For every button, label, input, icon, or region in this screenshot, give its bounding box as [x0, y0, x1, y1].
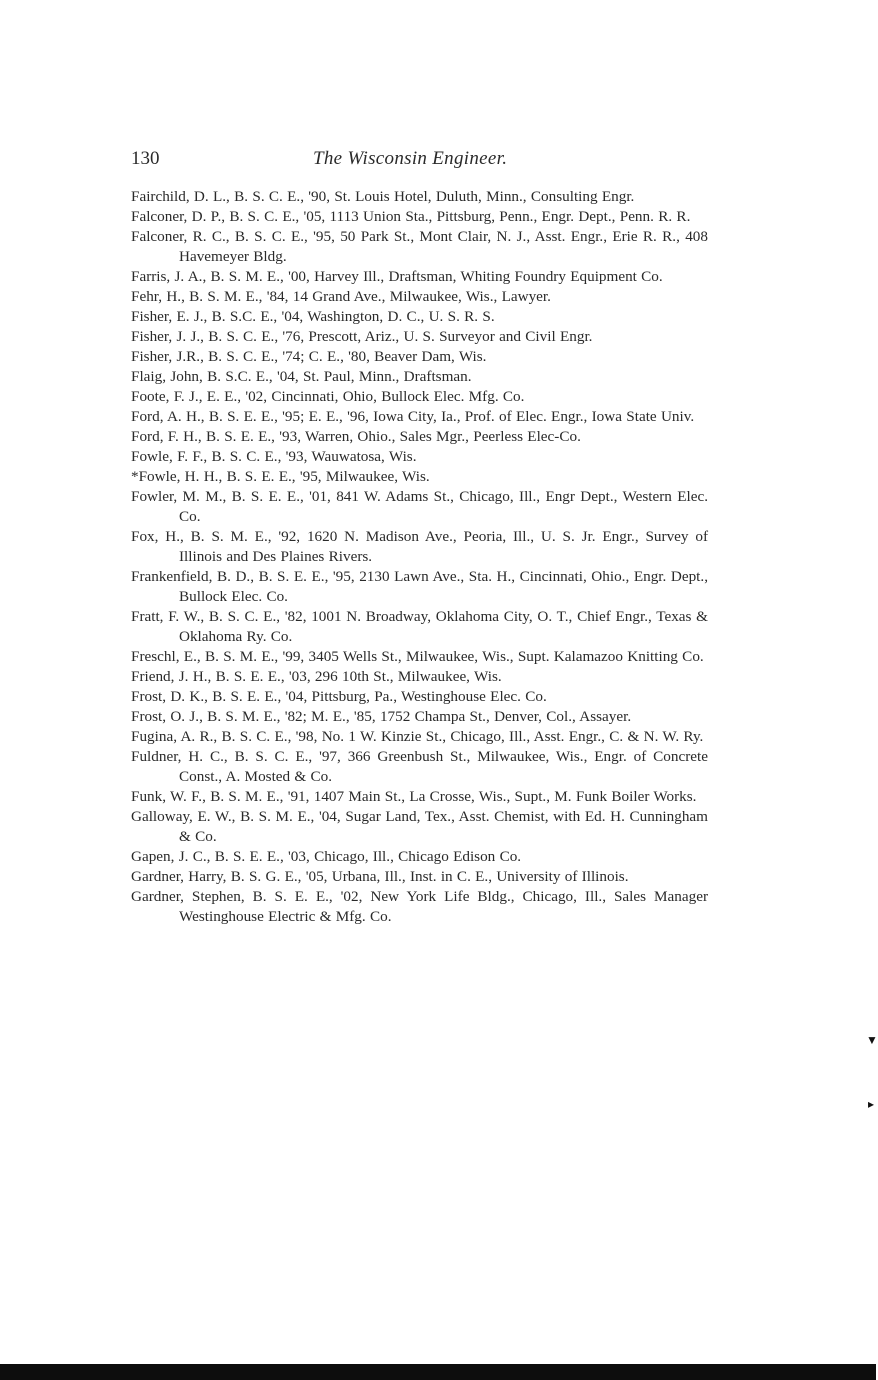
directory-entry: Frankenfield, B. D., B. S. E. E., '95, 2130 Lawn Ave., Sta. H., Cincinnati, Ohio., Engr. Dept., Bullock Elec. Co. — [131, 568, 708, 605]
directory-entry: Fehr, H., B. S. M. E., '84, 14 Grand Ave., Milwaukee, Wis., Lawyer. — [131, 288, 551, 305]
directory-entry: Fuldner, H. C., B. S. C. E., '97, 366 Greenbush St., Milwaukee, Wis., Engr. of Concrete Const., A. Mosted & Co. — [131, 748, 708, 785]
directory-entry: Frost, O. J., B. S. M. E., '82; M. E., '85, 1752 Champa St., Denver, Col., Assayer. — [131, 708, 632, 725]
directory-entry: Falconer, R. C., B. S. C. E., '95, 50 Park St., Mont Clair, N. J., Asst. Engr., Erie R. R., 408 Havemeyer Bldg. — [131, 228, 708, 265]
directory-entry: Flaig, John, B. S.C. E., '04, St. Paul, Minn., Draftsman. — [131, 368, 472, 385]
directory-entry: Fratt, F. W., B. S. C. E., '82, 1001 N. Broadway, Oklahoma City, O. T., Chief Engr., Texas & Oklahoma Ry. Co. — [131, 608, 708, 645]
directory-entry: Ford, A. H., B. S. E. E., '95; E. E., '96, Iowa City, Ia., Prof. of Elec. Engr., Iowa State Univ. — [131, 408, 695, 425]
directory-entry: Foote, F. J., E. E., '02, Cincinnati, Ohio, Bullock Elec. Mfg. Co. — [131, 388, 525, 405]
directory-entry: Gapen, J. C., B. S. E. E., '03, Chicago, Ill., Chicago Edison Co. — [131, 848, 522, 865]
margin-mark-arrow-down-icon: ▼ — [866, 1033, 878, 1047]
directory-entry: Fowler, M. M., B. S. E. E., '01, 841 W. Adams St., Chicago, Ill., Engr Dept., Western Elec. Co. — [131, 488, 708, 525]
directory-entry: Fowle, F. F., B. S. C. E., '93, Wauwatosa, Wis. — [131, 448, 417, 465]
directory-entry: Frost, D. K., B. S. E. E., '04, Pittsburg, Pa., Westinghouse Elec. Co. — [131, 688, 547, 705]
directory-entry: Fisher, J.R., B. S. C. E., '74; C. E., '80, Beaver Dam, Wis. — [131, 348, 487, 365]
alumni-directory-list — [131, 187, 708, 927]
directory-entry: Fairchild, D. L., B. S. C. E., '90, St. Louis Hotel, Duluth, Minn., Consulting Engr. — [131, 188, 635, 205]
directory-entry: Fisher, E. J., B. S.C. E., '04, Washington, D. C., U. S. R. S. — [131, 308, 495, 325]
directory-entry: Friend, J. H., B. S. E. E., '03, 296 10th St., Milwaukee, Wis. — [131, 668, 502, 685]
directory-entry: Fox, H., B. S. M. E., '92, 1620 N. Madison Ave., Peoria, Ill., U. S. Jr. Engr., Survey of Illinois and Des Plaines Rivers. — [131, 528, 708, 565]
running-title: The Wisconsin Engineer. — [313, 148, 508, 169]
page-header — [131, 148, 708, 172]
scan-edge-band — [0, 1364, 876, 1380]
directory-entry: Galloway, E. W., B. S. M. E., '04, Sugar Land, Tex., Asst. Chemist, with Ed. H. Cunningham & Co. — [131, 808, 708, 845]
directory-entry: *Fowle, H. H., B. S. E. E., '95, Milwaukee, Wis. — [131, 468, 430, 485]
page-number: 130 — [131, 148, 160, 169]
directory-entry: Freschl, E., B. S. M. E., '99, 3405 Wells St., Milwaukee, Wis., Supt. Kalamazoo Knitting Co. — [131, 648, 704, 665]
directory-entry: Gardner, Stephen, B. S. E. E., '02, New York Life Bldg., Chicago, Ill., Sales Manager Westinghouse Electric & Mfg. Co. — [131, 888, 708, 925]
margin-mark-arrow-right-icon: ▸ — [867, 1097, 875, 1111]
directory-entry: Fisher, J. J., B. S. C. E., '76, Prescott, Ariz., U. S. Surveyor and Civil Engr. — [131, 328, 593, 345]
directory-entry: Falconer, D. P., B. S. C. E., '05, 1113 Union Sta., Pittsburg, Penn., Engr. Dept., Penn. R. R. — [131, 208, 691, 225]
directory-entry: Funk, W. F., B. S. M. E., '91, 1407 Main St., La Crosse, Wis., Supt., M. Funk Boiler Works. — [131, 788, 697, 805]
directory-entry: Farris, J. A., B. S. M. E., '00, Harvey Ill., Draftsman, Whiting Foundry Equipment Co. — [131, 268, 663, 285]
directory-entry: Ford, F. H., B. S. E. E., '93, Warren, Ohio., Sales Mgr., Peerless Elec-Co. — [131, 428, 581, 445]
directory-entry: Fugina, A. R., B. S. C. E., '98, No. 1 W. Kinzie St., Chicago, Ill., Asst. Engr., C. & N. W. Ry. — [131, 728, 704, 745]
directory-entry: Gardner, Harry, B. S. G. E., '05, Urbana, Ill., Inst. in C. E., University of Illinois. — [131, 868, 629, 885]
